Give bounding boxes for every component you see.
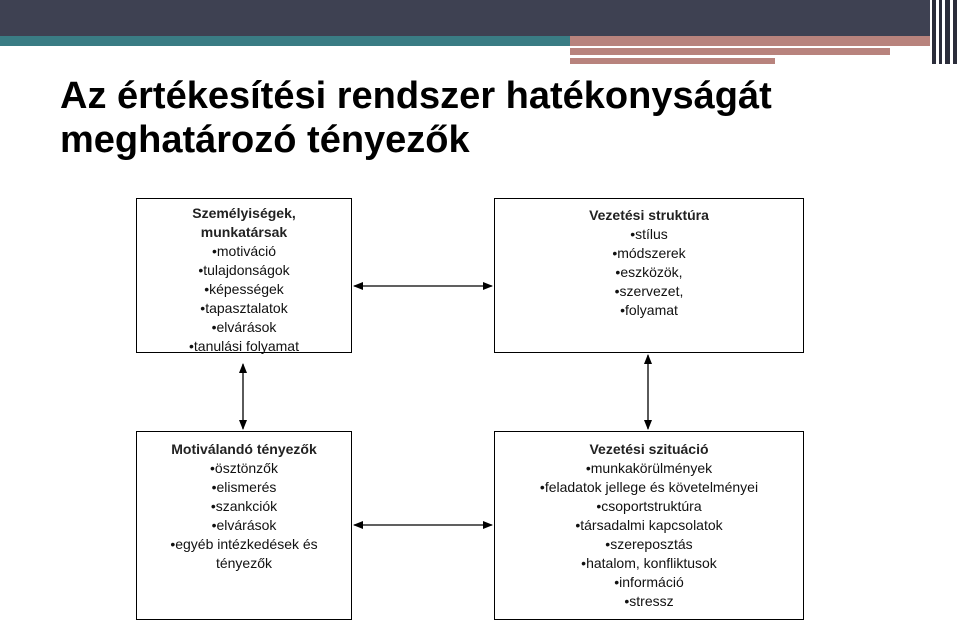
list-item: •hatalom, konfliktusok: [581, 555, 717, 571]
list-item: •feladatok jellege és követelményei: [539, 479, 759, 495]
list-item: •csoportstruktúra: [596, 498, 702, 514]
list-item: •motiváció: [211, 243, 277, 259]
list-item: •információ: [614, 574, 684, 590]
box-heading: Motiválandó tényezők: [171, 441, 317, 457]
list-item: •folyamat: [620, 302, 678, 318]
list-item: •tanulási folyamat: [189, 338, 299, 354]
list-item: •szankciók: [210, 498, 278, 514]
list-item: •stressz: [624, 593, 674, 609]
list-item: •tapasztalatok: [200, 300, 288, 316]
list-item: •szereposztás: [605, 536, 693, 552]
box-heading: Vezetési struktúra: [589, 207, 709, 223]
box-heading: munkatársak: [200, 224, 288, 240]
box-heading: Személyiségek,: [192, 205, 296, 221]
list-item: •szervezet,: [614, 283, 684, 299]
box-heading: Vezetési szituáció: [589, 441, 709, 457]
list-item: •elismerés: [211, 479, 277, 495]
list-item: tényezők: [215, 555, 273, 571]
list-item: •módszerek: [612, 245, 686, 261]
list-item: •ösztönzők: [210, 460, 278, 476]
slide-title: Az értékesítési rendszer hatékonyságát meghatározó tényezők: [60, 75, 772, 161]
list-item: •képességek: [204, 281, 284, 297]
list-item: •stílus: [630, 226, 668, 242]
list-item: •eszközök,: [615, 264, 683, 280]
list-item: •munkakörülmények: [585, 460, 713, 476]
list-item: •elvárások: [211, 517, 277, 533]
list-item: •egyéb intézkedések és: [170, 536, 318, 552]
list-item: •elvárások: [211, 319, 277, 335]
list-item: •tulajdonságok: [198, 262, 290, 278]
list-item: •társadalmi kapcsolatok: [575, 517, 723, 533]
